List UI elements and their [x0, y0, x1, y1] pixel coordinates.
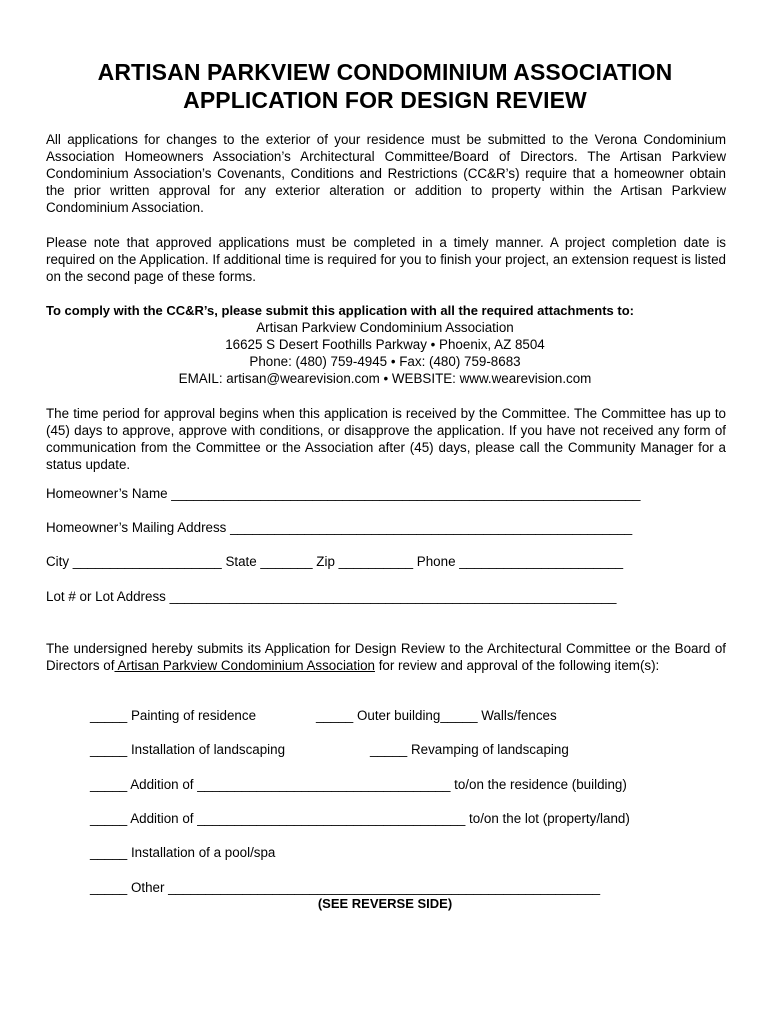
submission-statement [46, 640, 726, 674]
item-addition-lot[interactable]: _____ Addition of ____________________________________ to/on the lot (property/land) [90, 811, 630, 826]
city-state-zip-phone-field[interactable]: City ____________________ State _______ Zip __________ Phone ______________________ [46, 554, 624, 569]
mailing-address-field[interactable]: Homeowner’s Mailing Address ______________________________________________________ [46, 520, 633, 535]
comply-instruction: To comply with the CC&R’s, please submit this application with all the required attachments to: [46, 303, 634, 318]
form-title: ARTISAN PARKVIEW CONDOMINIUM ASSOCIATION [97, 59, 673, 85]
item-outer-building-walls[interactable]: _____ Outer building_____ Walls/fences [316, 708, 557, 723]
contact-association-name: Artisan Parkview Condominium Association [256, 320, 514, 335]
contact-email-website: EMAIL: artisan@wearevision.com • WEBSITE: www.wearevision.com [178, 371, 592, 386]
contact-address: 16625 S Desert Foothills Parkway • Phoenix, AZ 8504 [225, 337, 545, 352]
time-period-paragraph: The time period for approval begins when this application is received by the Committee. The Committee has up to (45) days to approve, approve with conditions, or disapprove the application. If you have not received any form of communication from the Committee or the Association after (45) days, please call the Community Manager for a status update. [46, 406, 726, 472]
form-subtitle: APPLICATION FOR DESIGN REVIEW [183, 87, 587, 113]
submission-statement-start: The undersigned hereby submits its Application for Design Review to the Architectural Committee or the Board of Directors of [46, 641, 726, 673]
homeowner-name-field[interactable]: Homeowner’s Name _______________________________________________________________ [46, 486, 641, 501]
item-pool-spa[interactable]: _____ Installation of a pool/spa [90, 845, 276, 860]
see-reverse-side: (SEE REVERSE SIDE) [317, 896, 453, 911]
item-revamping-landscaping[interactable]: _____ Revamping of landscaping [370, 742, 569, 757]
item-addition-residence[interactable]: _____ Addition of __________________________________ to/on the residence (building) [90, 777, 627, 792]
contact-phone-fax: Phone: (480) 759-4945 • Fax: (480) 759-8683 [249, 354, 521, 369]
item-painting-residence[interactable]: _____ Painting of residence [90, 708, 257, 723]
item-other[interactable]: _____ Other __________________________________________________________ [90, 880, 601, 895]
item-installation-landscaping[interactable]: _____ Installation of landscaping [90, 742, 286, 757]
timely-note-paragraph: Please note that approved applications must be completed in a timely manner. A project completion date is required on the Application. If additional time is required for you to finish your project, an extension request is listed on the second page of these forms. [46, 235, 726, 284]
lot-address-field[interactable]: Lot # or Lot Address ____________________________________________________________ [46, 589, 617, 604]
intro-paragraph: All applications for changes to the exterior of your residence must be submitted to the Verona Condominium Association Homeowners Association’s Architectural Committee/Board of Directors. The Artisan Parkview Condominium Association’s Covenants, Conditions and Restrictions (CC&R’s) require that a homeowner obtain the prior written approval for any exterior alteration or addition to property within the Artisan Parkview Condominium Association. [46, 132, 726, 215]
submission-statement-end: for review and approval of the following item(s): [374, 658, 660, 673]
association-name-underlined: Artisan Parkview Condominium Association [114, 658, 375, 673]
